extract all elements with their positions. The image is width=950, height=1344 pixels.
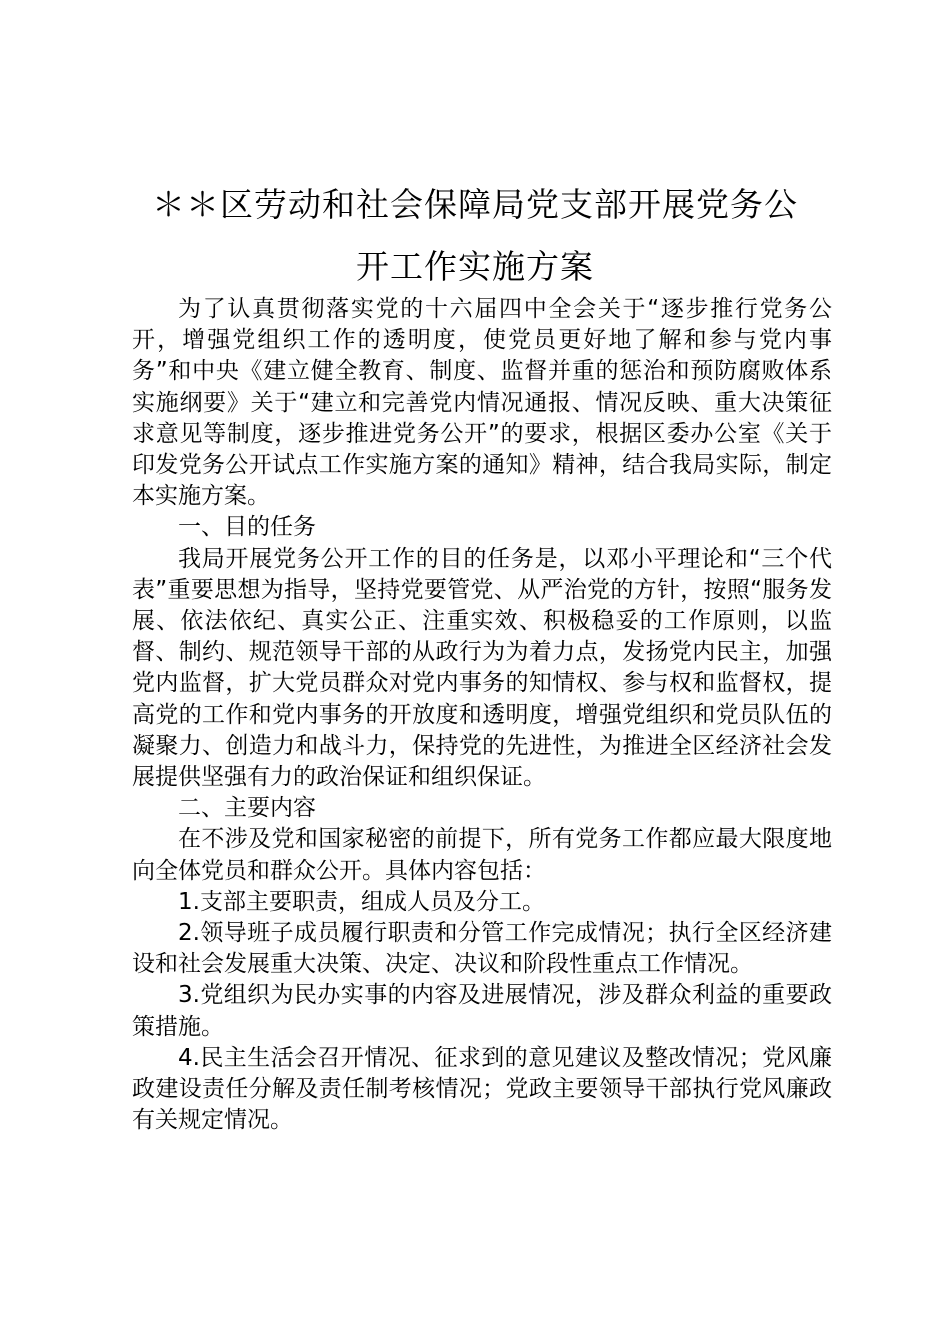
section-heading-content: 二、主要内容 <box>178 795 316 822</box>
document-title-line-2: 开工作实施方案 <box>356 247 594 286</box>
content-item-2: 2.领导班子成员履行职责和分管工作完成情况；执行全区经济建设和社会发展重大决策、决定、决议和阶段性重点工作情况。 <box>132 920 832 978</box>
content-intro-paragraph: 在不涉及党和国家秘密的前提下，所有党务工作都应最大限度地向全体党员和群众公开。具体内容包括： <box>132 826 832 884</box>
section-heading-purpose: 一、目的任务 <box>178 514 316 541</box>
intro-paragraph: 为了认真贯彻落实党的十六届四中全会关于“逐步推行党务公开，增强党组织工作的透明度，使党员更好地了解和参与党内事务”和中央《建立健全教育、制度、监督并重的惩治和预防腐败体系实施纲要》关于“建立和完善党内情况通报、情况反映、重大决策征求意见等制度，逐步推进党务公开”的要求，根据区委办公室《关于印发党务公开试点工作实施方案的通知》精神，结合我局实际，制定本实施方案。 <box>132 296 832 510</box>
content-item-1: 1.支部主要职责，组成人员及分工。 <box>178 888 545 915</box>
document-body <box>132 294 832 1136</box>
content-item-3: 3.党组织为民办实事的内容及进展情况，涉及群众利益的重要政策措施。 <box>132 982 832 1040</box>
purpose-paragraph: 我局开展党务公开工作的目的任务是，以邓小平理论和“三个代表”重要思想为指导，坚持党要管党、从严治党的方针，按照“服务发展、依法依纪、真实公正、注重实效、积极稳妥的工作原则，以监督、制约、规范领导干部的从政行为为着力点，发扬党内民主，加强党内监督，扩大党员群众对党内事务的知情权、参与权和监督权，提高党的工作和党内事务的开放度和透明度，增强党组织和党员队伍的凝聚力、创造力和战斗力，保持党的先进性，为推进全区经济社会发展提供坚强有力的政治保证和组织保证。 <box>132 545 832 791</box>
content-item-4: 4.民主生活会召开情况、征求到的意见建议及整改情况；党风廉政建设责任分解及责任制考核情况；党政主要领导干部执行党风廉政有关规定情况。 <box>132 1044 832 1134</box>
document-title-line-1: ＊＊区劳动和社会保障局党支部开展党务公 <box>152 185 798 224</box>
